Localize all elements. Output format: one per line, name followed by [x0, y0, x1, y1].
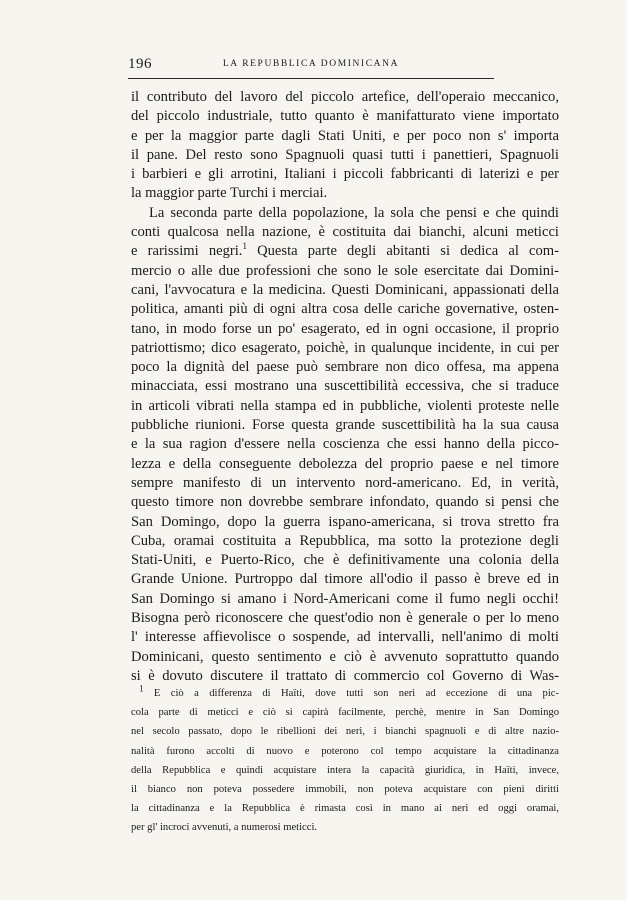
- header-rule: [128, 78, 494, 79]
- text-line: Cuba, oramai costituita a Repubblica, ma sotto la protezione degli: [131, 532, 559, 549]
- footnote-marker: 1: [139, 683, 144, 694]
- footnote-line: nel secolo passato, dopo le ribellioni dei neri, i bianchi spagnuoli e di altre nazio-: [131, 726, 559, 738]
- text-line: e per la maggior parte dagli Stati Uniti, e per poco non s' importa: [131, 127, 559, 144]
- text-fragment: e rarissimi negri.: [131, 243, 243, 260]
- text-line: cani, l'avvocatura e la medicina. Questi Dominicani, appassionati della: [131, 281, 559, 298]
- text-line: lezza e della conseguente debolezza del proprio paese e nel timore: [131, 455, 559, 472]
- text-line: pubbliche riunioni. Forse questa grande suscettibilità ha la sua causa: [131, 417, 559, 434]
- footnotes: [131, 684, 559, 838]
- text-line: la maggior parte Turchi i merciai.: [131, 185, 328, 202]
- footnote-line: nalità furono accolti di nuovo e poterono col tempo acquistare la cittadinanza: [131, 745, 559, 757]
- text-line: questo timore non dovrebbe sembrare infondato, quando si pensi che: [131, 494, 559, 511]
- text-line: il contributo del lavoro del piccolo artefice, dell'operaio meccanico,: [131, 89, 559, 105]
- footnote-line: la cittadinanza e la Repubblica è rimasta così in mano ai neri ed oggi oramai,: [131, 803, 559, 815]
- text-line: Stati-Uniti, e Puerto-Rico, che è definitivamente una colonia della: [131, 552, 559, 569]
- text-line: patriottismo; dico esagerato, poichè, in qualunque incidente, in cui per: [131, 339, 559, 356]
- text-fragment: E ciò a differenza di Haïti, dove tutti son neri ad eccezione di una pic-: [153, 688, 559, 699]
- text-line: Bisogna però riconoscere che quest'odio non è generale o per lo meno: [131, 610, 559, 627]
- text-line: del piccolo industriale, tutto quanto è manifatturato viene importato: [131, 108, 559, 125]
- text-line: i barbieri e gli arrotini, Italiani i piccoli fabbricanti di laterizi e per: [131, 166, 559, 183]
- running-title: LA REPUBBLICA DOMINICANA: [222, 59, 400, 69]
- footnote-line: per gl' incroci avvenuti, a numerosi meticci.: [131, 822, 318, 834]
- text-line: [131, 242, 559, 261]
- body-text: [131, 88, 559, 686]
- footnote-line: il bianco non poteva possedere immobili, non poteva acquistare con pieni diritti: [131, 783, 559, 795]
- text-line: in articoli vibrati nella stampa ed in pubbliche, violenti proteste nelle: [131, 397, 559, 414]
- text-line: La seconda parte della popolazione, la sola che pensi e che quindi: [149, 204, 559, 221]
- text-line: l' interesse affievolisce o sospende, ad intervalli, nell'animo di molti: [131, 629, 559, 646]
- footnote-line: cola parte di meticci e ciò si capirà facilmente, perchè, mentre in San Domingo: [131, 707, 559, 719]
- text-line: Dominicani, questo sentimento e ciò è avvenuto soprattutto quando: [131, 648, 559, 665]
- text-line: minacciata, essi mostrano una suscettibilità eccessiva, che si traduce: [131, 378, 559, 395]
- text-fragment: Questa parte degli abitanti si dedica al com-: [257, 243, 559, 260]
- text-line: conti qualcosa nella nazione, è costituita dai bianchi, alcuni meticci: [131, 224, 559, 241]
- footnote-reference: 1: [242, 241, 247, 252]
- text-line: tano, in modo forse un po' esagerato, ed in ogni occasione, il proprio: [131, 320, 559, 337]
- footnote-line: della Repubblica e quindi acquistare intera la capacità giuridica, in Haïti, invece,: [131, 764, 559, 776]
- text-line: Grande Unione. Purtroppo dal timore all'odio il passo è breve ed in: [131, 571, 559, 588]
- text-line: San Domingo, dopo la guerra ispano-americana, si trova stretto fra: [131, 513, 559, 530]
- footnote-line: [131, 684, 559, 703]
- page-header: [128, 56, 494, 76]
- text-line: mercio o alle due professioni che sono le sole esercitate dai Domini-: [131, 262, 559, 279]
- text-line: poco la dignità del paese può sembrare non dico offesa, ma appena: [131, 359, 559, 376]
- text-line: politica, amanti più di ogni altra cosa delle cariche governative, osten-: [131, 301, 559, 318]
- text-line: e la sua ragion d'essere nella coscienza che essi hanno della picco-: [131, 436, 559, 453]
- text-line: San Domingo si amano i Nord-Americani come il fumo negli occhi!: [131, 590, 559, 607]
- text-line: sempre manifesto di un intervento nord-americano. Ed, in verità,: [131, 474, 559, 491]
- text-line: il pane. Del resto sono Spagnuoli quasi tutti i panettieri, Spagnuoli: [131, 146, 559, 163]
- page-number: 196: [128, 56, 152, 72]
- text-line: si è dovuto discutere il trattato di commercio col Governo di Was-: [131, 667, 559, 684]
